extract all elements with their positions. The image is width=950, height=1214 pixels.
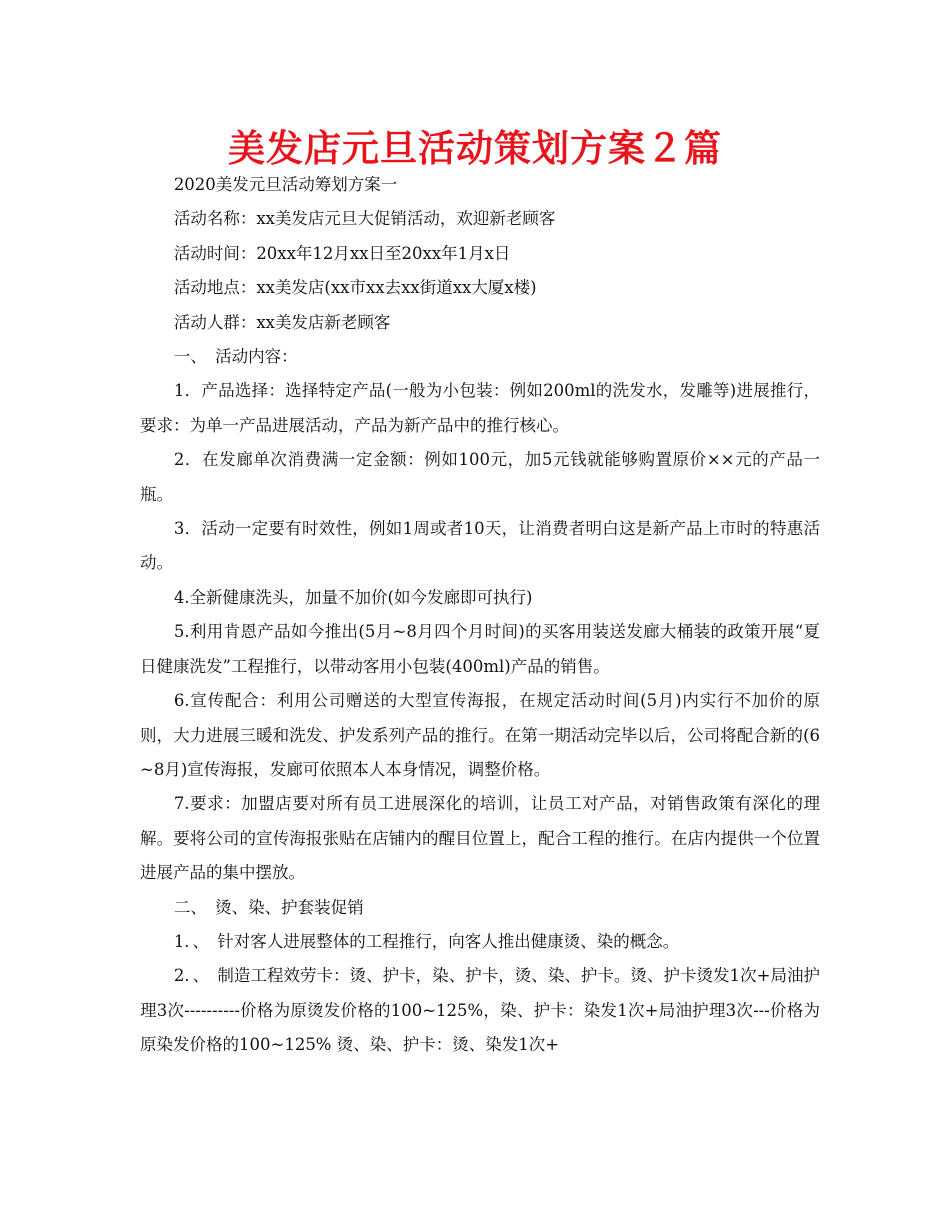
paragraph-item-7: 7.要求：加盟店要对所有员工进展深化的培训，让员工对产品，对销售政策有深化的理解。要将公司的宣传海报张贴在店铺内的醒目位置上，配合工程的推行。在店内提供一个位置进展产品的集中摆放。: [140, 794, 820, 883]
paragraph-sub-item-2: 2．、 制造工程效劳卡：烫、护卡，染、护卡，烫、染、护卡。烫、护卡烫发1次+局油护理3次----------价格为原烫发价格的100~125%，染、护卡：染发1次+局油护理3次---价格为原染发价格的100~125% 烫、染、护卡：烫、染发1次+: [140, 966, 820, 1055]
document-body: [140, 168, 820, 1063]
paragraph-activity-audience: 活动人群：xx美发店新老顾客: [173, 312, 391, 332]
document-title: 美发店元旦活动策划方案２篇: [228, 127, 722, 170]
paragraph-item-1: 1．产品选择：选择特定产品(一般为小包装：例如200ml的洗发水，发雕等)进展推行，要求：为单一产品进展活动，产品为新产品中的推行核心。: [140, 381, 820, 435]
paragraph-activity-name: 活动名称：xx美发店元旦大促销活动，欢迎新老顾客: [173, 209, 556, 229]
paragraph-plan-heading: 2020美发元旦活动筹划方案一: [173, 175, 398, 194]
paragraph-item-5: 5.利用肯恩产品如今推出(5月~8月四个月时间)的买客用装送发廊大桶装的政策开展“夏日健康洗发”工程推行，以带动客用小包装(400ml)产品的销售。: [140, 622, 820, 676]
paragraph-activity-location: 活动地点：xx美发店(xx市xx去xx街道xx大厦x楼): [173, 278, 537, 298]
paragraph-activity-time: 活动时间：20xx年12月xx日至20xx年1月x日: [173, 243, 511, 263]
section-heading-perm-dye: 二、 烫、染、护套装促销: [173, 897, 364, 917]
paragraph-item-3: 3．活动一定要有时效性，例如1周或者10天，让消费者明白这是新产品上市时的特惠活动。: [140, 519, 820, 573]
paragraph-item-4: 4.全新健康洗头，加量不加价(如今发廊即可执行): [173, 587, 533, 607]
paragraph-item-2: 2．在发廊单次消费满一定金额：例如100元，加5元钱就能够购置原价××元的产品一瓶。: [140, 450, 820, 504]
paragraph-item-6: 6.宣传配合：利用公司赠送的大型宣传海报，在规定活动时间(5月)内实行不加价的原则，大力进展三暖和洗发、护发系列产品的推行。在第一期活动完毕以后，公司将配合新的(6~8月)宣传海报，发廊可依照本人本身情况，调整价格。: [140, 691, 820, 779]
section-heading-content: 一、 活动内容：: [173, 347, 298, 367]
paragraph-sub-item-1: 1．、 针对客人进展整体的工程推行，向客人推出健康烫、染的概念。: [173, 931, 680, 951]
